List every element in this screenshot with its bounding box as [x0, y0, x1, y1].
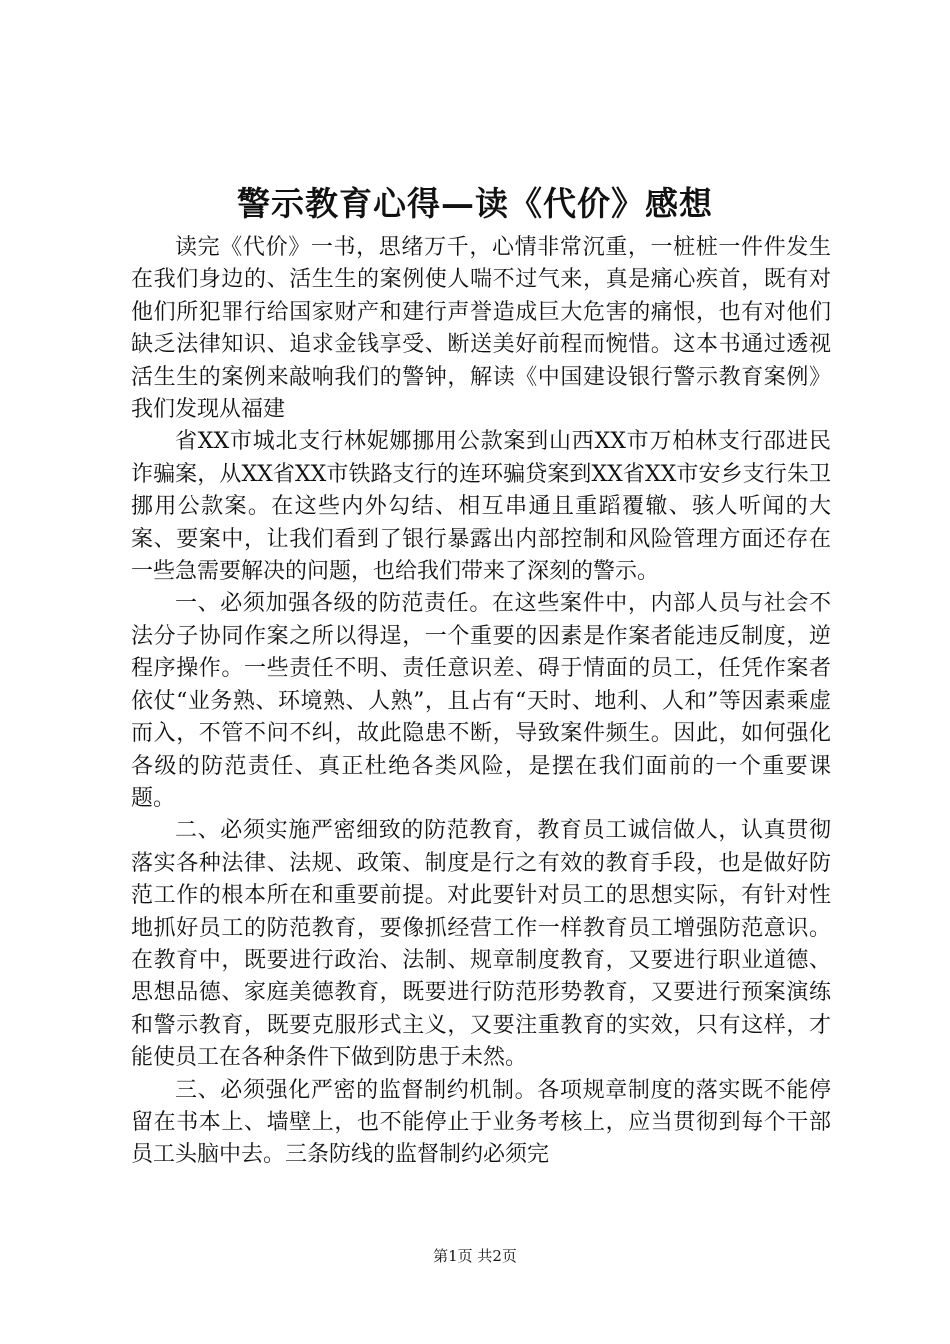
paragraph-cases: 省XX市城北支行林妮娜挪用公款案到山西XX市万柏林支行邵进民诈骗案，从XX省XX市铁路支行的连环骗贷案到XX省XX市安乡支行朱卫挪用公款案。在这些内外勾结、相互串通且重蹈覆辙、骇人听闻的大案、要案中，让我们看到了银行暴露出内部控制和风险管理方面还存在一些急需要解决的问题，也给我们带来了深刻的警示。 — [131, 429, 831, 585]
paragraph-point-two: 二、必须实施严密细致的防范教育，教育员工诚信做人，认真贯彻落实各种法律、法规、政策、制度是行之有效的教育手段，也是做好防范工作的根本所在和重要前提。对此要针对员工的思想实际，有针对性地抓好员工的防范教育，要像抓经营工作一样教育员工增强防范意识。在教育中，既要进行政治、法制、规章制度教育，又要进行职业道德、思想品德、家庭美德教育，既要进行防范形势教育，又要进行预案演练和警示教育，既要克服形式主义，又要注重教育的实效，只有这样，才能使员工在各种条件下做到防患于未然。 — [131, 818, 831, 1071]
page-number-footer: 第1页 共2页 — [433, 1247, 517, 1265]
paragraph-point-one: 一、必须加强各级的防范责任。在这些案件中，内部人员与社会不法分子协同作案之所以得逞，一个重要的因素是作案者能违反制度，逆程序操作。一些责任不明、责任意识差、碍于情面的员工，任凭作案者依仗“业务熟、环境熟、人熟”，且占有“天时、地利、人和”等因素乘虚而入，不管不问不纠，故此隐患不断，导致案件频生。因此，如何强化各级的防范责任、真正杜绝各类风险，是摆在我们面前的一个重要课题。 — [131, 591, 831, 811]
paragraph-point-three: 三、必须强化严密的监督制约机制。各项规章制度的落实既不能停留在书本上、墙壁上，也不能停止于业务考核上，应当贯彻到每个干部员工头脑中去。三条防线的监督制约必须完 — [131, 1077, 831, 1168]
paragraph-intro: 读完《代价》一书，思绪万千，心情非常沉重，一桩桩一件件发生在我们身边的、活生生的案例使人喘不过气来，真是痛心疾首，既有对他们所犯罪行给国家财产和建行声誉造成巨大危害的痛恨，也有对他们缺乏法律知识、追求金钱享受、断送美好前程而惋惜。这本书通过透视活生生的案例来敲响我们的警钟，解读《中国建设银行警示教育案例》我们发现从福建 — [131, 235, 831, 423]
document-title: 警示教育心得—读《代价》感想 — [237, 184, 713, 223]
document-body — [131, 232, 831, 1172]
